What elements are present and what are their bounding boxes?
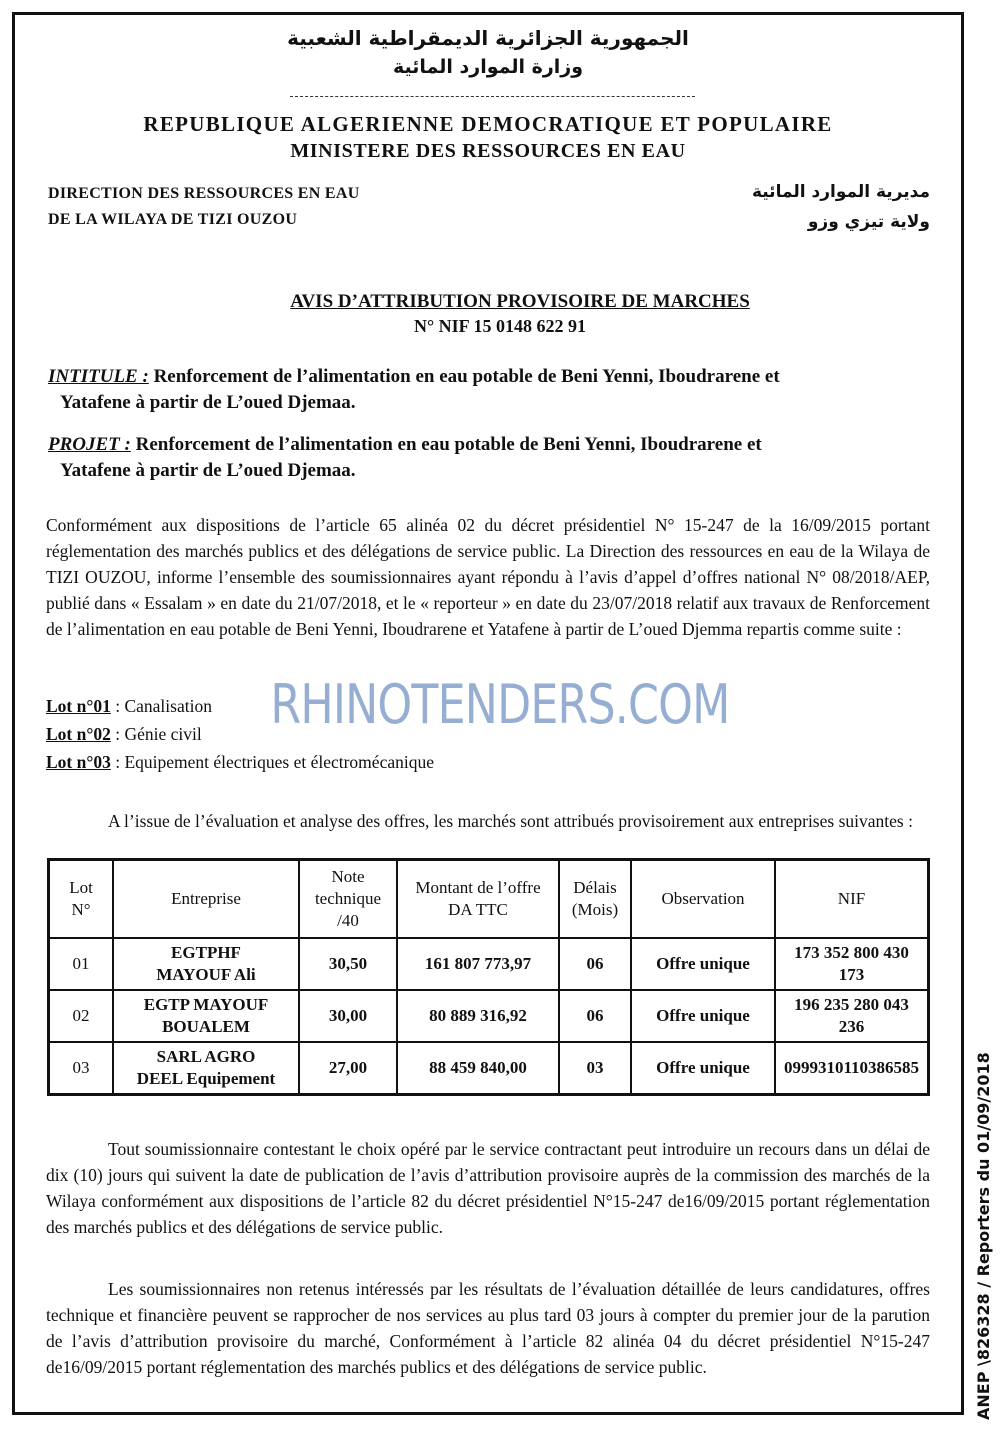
table-row (49, 938, 929, 990)
cell-montant: 88 459 840,00 (397, 1042, 559, 1095)
cell-montant: 80 889 316,92 (397, 990, 559, 1042)
header-delais: Délais (Mois) (559, 860, 631, 939)
paragraph-recours: Tout soumissionnaire contestant le choix opéré par le service contractant peut introduire un recours dans un délai de dix (10) jours qui suivent la date de publication de l’avis d’attribution provisoire auprès de la commission des marchés de la Wilaya conformément aux dispositions de l’article 82 du décret présidentiel N°15-247 de16/09/2015 portant réglementation des marchés publics et des délégations de service public. (46, 1139, 930, 1237)
cell-nif: 196 235 280 043 236 (775, 990, 929, 1042)
attribution-table (47, 858, 930, 1096)
intitule-label: INTITULE : (48, 366, 149, 387)
lot-text: : Canalisation (110, 696, 212, 716)
header-montant: Montant de l’offre DA TTC (397, 860, 559, 939)
paragraph-issue-evaluation: A l’issue de l’évaluation et analyse des offres, les marchés sont attribués provisoirement aux entreprises suivantes : (108, 811, 913, 831)
header-nif: NIF (775, 860, 929, 939)
cell-note: 27,00 (299, 1042, 397, 1095)
lot-text: : Equipement électriques et électromécanique (110, 752, 434, 772)
cell-observation: Offre unique (631, 938, 775, 990)
paragraph-non-retenus: Les soumissionnaires non retenus intéressés par les résultats de l’évaluation détaillée de leurs candidatures, offres technique et financière peuvent se rapprocher de nos services au plus tard 03 jours à compter du premier jour de la parution de l’avis d’attribution provisoire du marché, Conformément à l’article 82 alinéa 04 du décret présidentiel N°15-247 de16/09/2015 portant réglementation des marchés publics et des délégations de service public. (46, 1279, 930, 1377)
cell-lot: 03 (49, 1042, 114, 1095)
cell-entreprise: SARL AGRO DEEL Equipement (113, 1042, 299, 1095)
lot-label: Lot n°03 (46, 752, 111, 772)
cell-nif: 173 352 800 430 173 (775, 938, 929, 990)
header-observation: Observation (631, 860, 775, 939)
cell-observation: Offre unique (631, 1042, 775, 1095)
table-header-row (49, 860, 929, 939)
cell-observation: Offre unique (631, 990, 775, 1042)
intitule-text-1: Renforcement de l’alimentation en eau potable de Beni Yenni, Iboudrarene et (148, 366, 780, 387)
republic-title: REPUBLIQUE ALGERIENNE DEMOCRATIQUE ET POPULAIRE (143, 112, 833, 136)
cell-entreprise: EGTP MAYOUF BOUALEM (113, 990, 299, 1042)
header-entreprise: Entreprise (113, 860, 299, 939)
cell-lot: 02 (49, 990, 114, 1042)
projet-block (48, 432, 908, 484)
paragraph-conformement: Conformément aux dispositions de l’article 65 alinéa 02 du décret présidentiel N° 15-247 de la 16/09/2015 portant réglementation des marchés publics et des délégations de service public. La Direction des ressources en eau de la Wilaya de TIZI OUZOU, informe l’ensemble des soumissionnaires ayant répondu à l’avis d’appel d’offres national N° 08/2018/AEP, publié dans « Essalam » en date du 21/07/2018, et le « reporteur » en date du 23/07/2018 relatif aux travaux de Renforcement de l’alimentation en eau potable de Beni Yenni, Iboudrarene et Yatafene à partir de L’oued Djemma repartis comme suite : (46, 515, 930, 639)
cell-montant: 161 807 773,97 (397, 938, 559, 990)
lot-item-3 (46, 752, 434, 773)
intitule-block (48, 364, 908, 416)
notice-nif: N° NIF 15 0148 622 91 (413, 316, 587, 336)
cell-entreprise: EGTPHF MAYOUF Ali (113, 938, 299, 990)
ministry-title: MINISTERE DES RESSOURCES EN EAU (290, 140, 686, 162)
cell-note: 30,00 (299, 990, 397, 1042)
cell-nif: 0999310110386585 (775, 1042, 929, 1095)
lot-label: Lot n°02 (46, 724, 111, 744)
projet-label: PROJET : (48, 434, 131, 455)
projet-text-2: Yatafene à partir de L’oued Djemaa. (60, 460, 356, 481)
projet-text-1: Renforcement de l’alimentation en eau potable de Beni Yenni, Iboudrarene et (130, 434, 762, 455)
arabic-direction-line-1: مديرية الموارد المائية (751, 182, 930, 202)
direction-line-1: DIRECTION DES RESSOURCES EN EAU (48, 185, 360, 202)
header-lot: Lot N° (49, 860, 114, 939)
header-divider (290, 96, 695, 97)
cell-lot: 01 (49, 938, 114, 990)
intitule-text-2: Yatafene à partir de L’oued Djemaa. (60, 392, 356, 413)
watermark: RHINOTENDERS.COM (270, 673, 730, 736)
lot-text: : Génie civil (110, 724, 202, 744)
arabic-ministry-title: وزارة الموارد المائية (392, 56, 584, 78)
table-row (49, 990, 929, 1042)
direction-line-2: DE LA WILAYA DE TIZI OUZOU (48, 211, 298, 228)
cell-delais: 06 (559, 990, 631, 1042)
notice-title: AVIS D’ATTRIBUTION PROVISOIRE DE MARCHES (290, 291, 750, 312)
arabic-republic-title: الجمهورية الجزائرية الديمقراطية الشعبية (287, 26, 689, 50)
lot-label: Lot n°01 (46, 696, 111, 716)
cell-delais: 03 (559, 1042, 631, 1095)
cell-note: 30,50 (299, 938, 397, 990)
table-row (49, 1042, 929, 1095)
cell-delais: 06 (559, 938, 631, 990)
header-note: Note technique /40 (299, 860, 397, 939)
arabic-direction-line-2: ولاية تيزي وزو (807, 212, 930, 232)
